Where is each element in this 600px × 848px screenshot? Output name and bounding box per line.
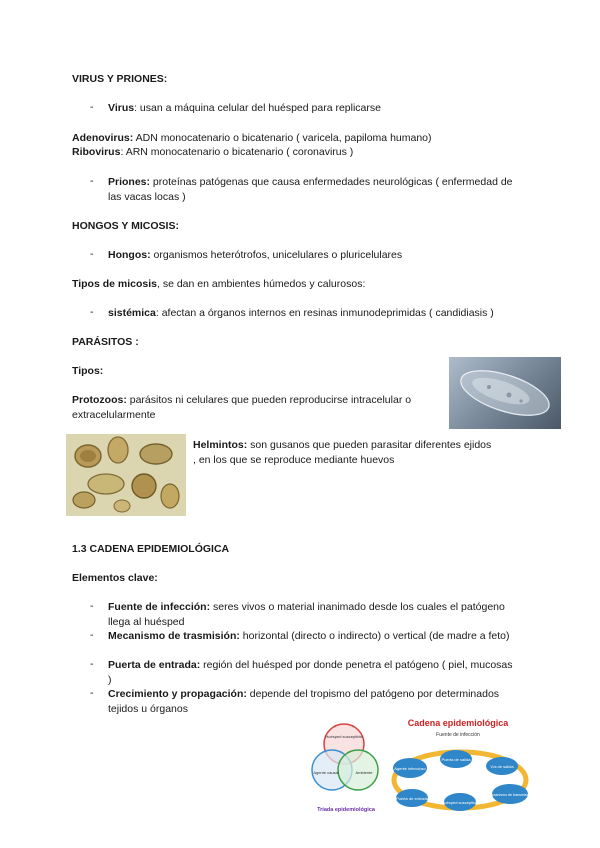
list-item-crecimiento: Crecimiento y propagación: depende del tropismo del patógeno por determinados tejidos u órganos [108, 688, 500, 715]
helmintos-eggs-image [66, 434, 186, 516]
bullet-dash: - [90, 101, 94, 113]
chain-node-bottom-left-label: Puerta de entrada [395, 796, 429, 801]
line-protozoos: Protozoos: parásitos ni celulares que pueden reproducirse intracelular o extracelularmente [72, 394, 412, 421]
line-helmintos: Helmintos: son gusanos que pueden parasitar diferentes ejidos , en los que se reproduce mediante huevos [193, 439, 492, 466]
elementos-clave-label: Elementos clave: [72, 572, 158, 584]
section-heading-parasitos: PARÁSITOS : [72, 336, 139, 348]
list-item-virus: Virus: usan a máquina celular del huésped para replicarse [108, 102, 381, 114]
line-ribovirus: Ribovirus: ARN monocatenario o bicatenario ( coronavirus ) [72, 146, 354, 158]
list-item-mecanismo: Mecanismo de trasmisión: horizontal (directo o indirecto) o vertical (de madre a feto) [108, 630, 510, 642]
bullet-dash: - [90, 600, 94, 612]
chain-subtitle: Fuente de infección [436, 732, 480, 738]
list-item-priones: Priones: proteínas patógenas que causa enfermedades neurológicas ( enfermedad de las vacas locas ) [108, 176, 513, 203]
chain-node-left-label: Agente infeccioso [394, 766, 426, 771]
venn-ambiente-label: Ambiente [355, 770, 373, 775]
bullet-dash: - [90, 658, 94, 670]
triad-label: Tríada epidemiológica [317, 807, 375, 813]
chain-title: Cadena epidemiológica [407, 718, 509, 728]
parasitos-tipos-label: Tipos: [72, 365, 104, 377]
chain-node-bottom-right-label: Mecanismo de transmisión [488, 793, 532, 797]
chain-node-top-label: Puerta de salida [441, 757, 471, 762]
line-adenovirus: Adenovirus: ADN monocatenario o bicatenario ( varicela, papiloma humano) [72, 132, 432, 144]
bullet-dash: - [90, 306, 94, 318]
cadena-epidemiologica-diagram [310, 714, 542, 818]
section-heading-hongos: HONGOS Y MICOSIS: [72, 220, 179, 232]
bullet-dash: - [90, 248, 94, 260]
venn-agente-label: Agente causal [313, 770, 339, 775]
line-tipos-micosis: Tipos de micosis, se dan en ambientes húmedos y calurosos: [72, 278, 366, 290]
list-item-hongos: Hongos: organismos heterótrofos, unicelulares o pluricelulares [108, 249, 403, 261]
chain-node-bottom-middle-label: Huésped susceptible [441, 800, 479, 805]
venn-huesped-label: Huésped susceptible [325, 734, 363, 739]
bullet-dash: - [90, 175, 94, 187]
bullet-dash: - [90, 629, 94, 641]
protozoo-image [449, 357, 561, 429]
bullet-dash: - [90, 687, 94, 699]
list-item-puerta: Puerta de entrada: región del huésped por donde penetra el patógeno ( piel, mucosas ) [108, 659, 513, 686]
list-item-sistemica: sistémica: afectan a órganos internos en resinas inmunodeprimidas ( candidiasis ) [108, 307, 494, 319]
chain-node-right-label: Vía de salida [490, 764, 514, 769]
section-heading-virus: VIRUS Y PRIONES: [72, 73, 168, 85]
list-item-fuente: Fuente de infección: seres vivos o material inanimado desde los cuales el patógeno llega al huésped [108, 601, 505, 628]
section-heading-cadena: 1.3 CADENA EPIDEMIOLÓGICA [72, 543, 230, 555]
